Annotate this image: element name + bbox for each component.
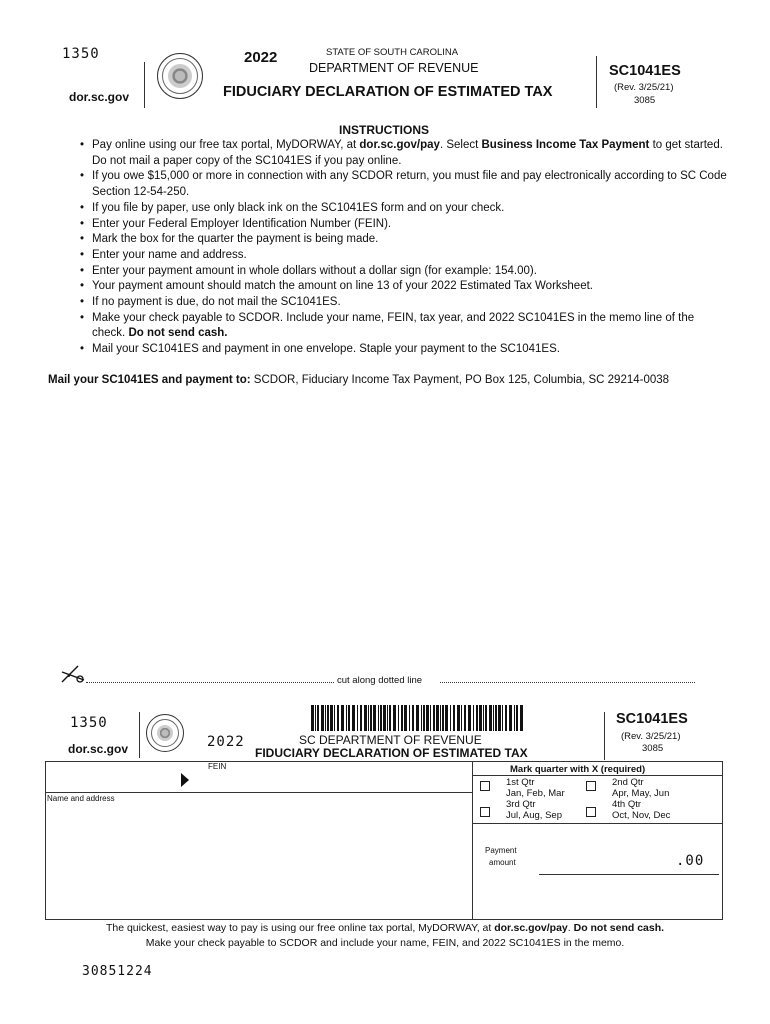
fein-arrow-icon: [181, 773, 189, 787]
instruction-text: Enter your payment amount in whole dollars without a dollar sign (for example: 154.00).: [92, 264, 537, 277]
instructions-list: [78, 138, 728, 358]
instruction-item: [78, 138, 728, 169]
footer-text-a: The quickest, easiest way to pay is using our free online tax portal, MyDORWAY, at: [105, 922, 495, 934]
quarter-label: Mark quarter with X (required): [510, 764, 646, 775]
state-name: STATE OF SOUTH CAROLINA: [326, 47, 459, 58]
mail-to-address: SCDOR, Fiduciary Income Tax Payment, PO Box 125, Columbia, SC 29214-0038: [250, 374, 670, 386]
header-divider-left: [144, 62, 145, 108]
voucher-column-divider: [472, 761, 473, 920]
instruction-emphasis: Do not send cash.: [128, 327, 228, 340]
state-seal: [157, 53, 203, 99]
voucher-divider-right: [604, 712, 605, 760]
form-number: 3085: [634, 95, 656, 106]
voucher-form-id: SC1041ES: [616, 711, 688, 727]
q1-label: [506, 777, 565, 799]
voucher-tax-year: 2022: [207, 734, 245, 750]
q1-label-line1: 1st Qtr: [506, 777, 535, 788]
q2-label-line1: 2nd Qtr: [612, 777, 644, 788]
website: dor.sc.gov: [69, 90, 130, 104]
form-code: 1350: [62, 46, 100, 62]
voucher-title: FIDUCIARY DECLARATION OF ESTIMATED TAX: [255, 746, 528, 760]
instruction-item: [78, 311, 728, 342]
q3-label: [506, 799, 562, 821]
instruction-item: [78, 264, 728, 280]
instruction-text: Enter your name and address.: [92, 248, 247, 261]
instruction-text: If no payment is due, do not mail the SC1041ES.: [92, 296, 341, 309]
name-address-field[interactable]: [47, 805, 469, 917]
payment-label-line1: Payment: [485, 846, 517, 855]
fein-field[interactable]: [192, 771, 470, 789]
instruction-item: [78, 295, 728, 311]
instruction-item: [78, 201, 728, 217]
instruction-text: Pay online using our free tax portal, MyDORWAY, at: [92, 139, 360, 151]
footer-warning: Do not send cash.: [573, 922, 665, 934]
footer-line-2: Make your check payable to SCDOR and include your name, FEIN, and 2022 SC1041ES in the memo.: [145, 937, 625, 949]
tax-year: 2022: [244, 49, 278, 66]
instruction-text: If you owe $15,000 or more in connection with any SCDOR return, you must file and pay electronically according to SC Code Section 12-54-250.: [92, 170, 727, 199]
name-address-divider: [45, 792, 472, 793]
quarter-label-underline: [472, 775, 722, 776]
cut-line-left: [86, 682, 334, 683]
instruction-text: Mark the box for the quarter the payment is being made.: [92, 233, 379, 246]
instruction-text: If you file by paper, use only black ink on the SC1041ES form and on your check.: [92, 201, 505, 214]
footer-text-c: .: [567, 922, 574, 934]
q3-label-line1: 3rd Qtr: [506, 799, 536, 810]
q3-checkbox[interactable]: [480, 807, 490, 817]
instruction-emphasis: Business Income Tax Payment: [481, 139, 650, 151]
q2-checkbox[interactable]: [586, 781, 596, 791]
q4-label-line1: 4th Qtr: [612, 799, 642, 810]
q2-label: [612, 777, 669, 799]
cut-line-right: [440, 682, 695, 683]
barcode: [311, 705, 523, 731]
name-address-label: Name and address: [47, 794, 115, 803]
instruction-item: [78, 217, 728, 233]
voucher-form-code: 1350: [70, 715, 108, 731]
voucher-website: dor.sc.gov: [68, 742, 129, 756]
instruction-text: Mail your SC1041ES and payment in one envelope. Staple your payment to the SC1041ES.: [92, 343, 560, 356]
form-id: SC1041ES: [609, 63, 681, 79]
mail-to-line: [48, 374, 669, 386]
instructions-heading: INSTRUCTIONS: [339, 123, 429, 137]
q4-label: [612, 799, 670, 821]
instruction-item: [78, 279, 728, 295]
payment-label-line2: amount: [489, 858, 516, 867]
instruction-text: Your payment amount should match the amount on line 13 of your 2022 Estimated Tax Worksheet.: [92, 280, 593, 293]
voucher-divider-left: [139, 712, 140, 758]
voucher-revision: (Rev. 3/25/21): [621, 731, 681, 742]
scissors-icon: [60, 662, 86, 686]
q1-label-line2: Jan, Feb, Mar: [506, 788, 565, 799]
fein-label: FEIN: [208, 762, 227, 771]
footer-line-1: [0, 922, 770, 934]
form-title: FIDUCIARY DECLARATION OF ESTIMATED TAX: [223, 84, 553, 100]
payment-label: [485, 845, 517, 869]
instruction-item: [78, 342, 728, 358]
instruction-text: Enter your Federal Employer Identification Number (FEIN).: [92, 217, 392, 230]
department-name: DEPARTMENT OF REVENUE: [309, 61, 479, 75]
voucher-form-number: 3085: [642, 743, 664, 754]
cut-line-text: cut along dotted line: [337, 675, 423, 686]
q4-label-line2: Oct, Nov, Dec: [612, 810, 671, 821]
instruction-item: [78, 169, 728, 200]
mail-to-label: Mail your SC1041ES and payment to:: [48, 374, 251, 386]
header-divider-right: [596, 56, 597, 108]
instruction-text: Make your check payable to SCDOR. Include your name, FEIN, tax year, and 2022 SC1041ES in the memo line of the check.: [92, 311, 695, 340]
voucher-department: SC DEPARTMENT OF REVENUE: [299, 733, 482, 747]
q2-label-line2: Apr, May, Jun: [612, 788, 670, 799]
revision: (Rev. 3/25/21): [614, 82, 674, 93]
voucher-state-seal: [146, 714, 184, 752]
q3-label-line2: Jul, Aug, Sep: [506, 810, 562, 821]
footer-link: dor.sc.gov/pay: [494, 922, 568, 934]
instruction-text: to get started. Do not mail a paper copy of the SC1041ES if you pay online.: [92, 139, 723, 167]
footer-scan-code: 30851224: [82, 964, 153, 979]
q4-checkbox[interactable]: [586, 807, 596, 817]
instruction-item: [78, 232, 728, 248]
instruction-item: [78, 248, 728, 264]
payment-cents: .00: [676, 853, 705, 869]
instruction-text: . Select: [439, 139, 482, 151]
quarter-section-divider: [472, 823, 722, 824]
instruction-emphasis: dor.sc.gov/pay: [359, 139, 440, 151]
q1-checkbox[interactable]: [480, 781, 490, 791]
